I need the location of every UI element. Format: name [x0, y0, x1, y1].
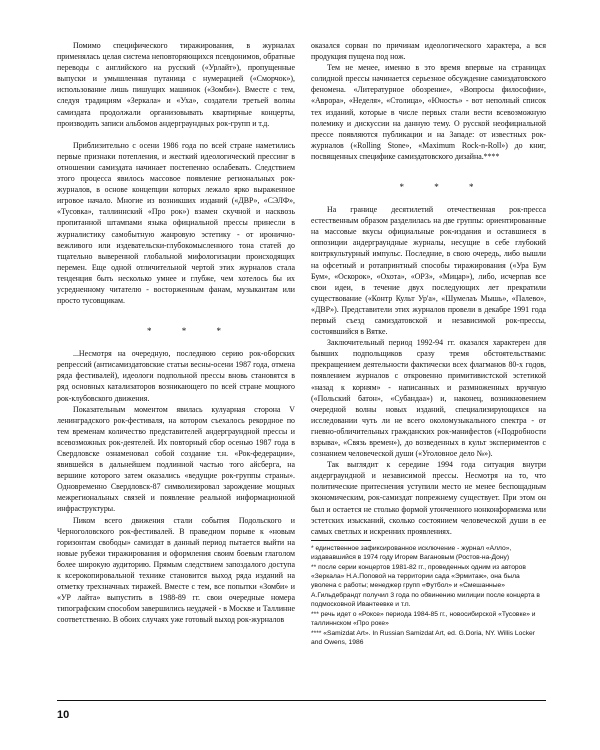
- bottom-rule: [57, 700, 546, 701]
- paragraph: Так выглядит к середине 1994 года ситуация внутри андерграундной и независимой прессы. Несмотря на то, что политические притеснения уступили место не менее беспощадным экономическим, рок-самиздат попрежнему существует. При этом он был и остается не столько формой утонченного нонконформизма или эстетских изысканий, сколько состоянием человеческой души в ее самых светлых и искренних проявлениях.: [311, 460, 546, 536]
- right-column: [311, 40, 546, 647]
- paragraph: Тем не менее, именно в это время впервые на страницах солидной прессы начинается серьезное обсуждение самиздатовского феномена. «Литературное обозрение», «Вопросы философии», «Аврора», «Неделя», «Столица», «Юность» - вот неполный список тех изданий, которые в числе первых стали вести всевозможную полемику и дискуссии на данную тему. О русской неофициальной прессе появляются публикации и на Западе: от известных рок-журналов («Rolling Stone», «Maximum Rock-n-Roll») до книг, посвященных специфике самиздатовского дизайна.****: [311, 63, 546, 161]
- paragraph: ...Несмотря на очередную, последнюю серию рок-оборских репрессий (антисамиздатовские статьи весны-осени 1987 года, отмена ряда фестивалей), идеологи подпольной прессы вновь становятся в ряд основных катализаторов возникающего по всей стране мощного рок-клубовского движения.: [57, 349, 295, 403]
- footnote: ** после серии концертов 1981-82 гг., проведенных одним из авторов «Зеркала» Н.А.Поповой на территории сада «Эрмитаж», она была уволена с работы; менеджер групп «Футбол» и «Смешанные» А.Гильдебрандт получил 3 года по обвинению милиции после концерта в подмосковной Ивантеевке и т.п.: [311, 563, 540, 609]
- page-number: 10: [57, 709, 70, 721]
- paragraph: Приблизительно с осени 1986 года по всей стране наметились первые признаки потепления, и жесткий идеологический прессинг в отношении самиздата начинает постепенно ослабевать. Следствием этого процесса явилось массовое появление региональных рок-журналов, в основе концепции которых лежало ярко выраженное игровое начало. Многие из возникших изданий («ДВР», «СЭЛФ», «Тусовка», таллиннский «Про рок») взамен скучной и насквозь пропитанной штампами языка официальной прессы принесли в журналистику самобытную жанровую эстетику - от иронично-вежливого или издевательски-глубокомысленного тона статей до тщательно выверенной глобальной мифологизации происходящих перемен. Еще одной отличительной чертой этих журналов стала тенденция быть несколько умнее и глубже, чем хотелось бы их усредненному читателю - восторженным фанам, музыкантам или просто тусовщикам.: [57, 140, 295, 306]
- section-divider-stars: * * *: [399, 182, 488, 193]
- footnotes: [311, 544, 546, 647]
- footnote: **** «Samizdat Art». In Russian Samizdat Art, ed. G.Doria, NY. Willis Locker and Owens, 1986: [311, 629, 535, 646]
- footnote-divider: [311, 540, 371, 541]
- paragraph: На границе десятилетий отечественная рок-пресса естественным образом разделилась на две группы: ориентированные на массовые вкусы официальные рок-издания и оставшиеся в оппозиции андерграундные журналы, несущие в себе глубокий контркультурный импульс. Последние, в свою очередь, либо вышли на офсетный и ротапринтный способы тиражирования («Ура Бум Бум», «Оскорок», «Охота», «ОРЗ», «Мицар»), либо, исчерпав все свои идеи, в течение двух последующих лет прекратили существование («Контр Культ Ур'а», «Шумелаъ Мышь», «Палево», «ДВР»). Представители этих журналов провели в декабре 1991 года первый съезд самиздатовской и независимой рок-прессы, состоявшийся в Вятке.: [311, 205, 546, 337]
- paragraph: Помимо специфического тиражирования, в журналах применялась целая система неповторяющихся псевдонимов, обратные переводы с английского на русский («Урлайт»), пропущенные выпуски и умышленная путаница с нумерацией («Сморчок»), использование лишь пишущих машинок («Зомби»). Вместе с тем, следуя традициям «Зеркала» и «Уха», создатели третьей волны самиздата продолжали организовывать квартирные концерты, производить записи альбомов андерграундных рок-групп и т.д.: [57, 41, 295, 128]
- section-divider-stars: * * *: [147, 326, 235, 337]
- footnote: *** речь идет о «Роксе» периода 1984-85 гг., новосибирской «Тусовке» и таллиннском «Про роке»: [311, 610, 536, 628]
- paragraph: Показательным моментом явилась кулуарная сторона V ленинградского рок-фестиваля, на котором съехалось рекордное по тем временам количество представителей андерграундной прессы и всевозможных рок-деятелей. Их повторный сбор осенью 1987 года в Свердловске ознаменовал собой создание т.н. «Рок-федерации», явившейся в дальнейшем подлинной частью того айсберга, на вершине которого затем оказались «ведущие рок-группы страны». Одновременно Свердловск-87 символизировал зарождение мощных межрегиональных связей и появление реальной информационной инфраструктуры.: [57, 404, 295, 514]
- paragraph: Заключительный период 1992-94 гг. оказался характерен для бывших подпольщиков сразу тремя обстоятельствами: прекращением деятельности фактически всех флагманов 80-х годов, появлением журналов с откровенно примитивистской эстетикой «назад к корням» - написанных и размноженных вручную («Польский батон», «Субандаа») и, наконец, возникновением очередной волны новых изданий, специализирующихся на исследовании чуть ли не всего околомузыкального спектра - от гневно-обличительных гражданских рок-манифестов («Подробности взрыва», «Связь времен»), до возведенных в культ экспериментов с сознанием человеческой души («Уголовное дело №»).: [311, 338, 546, 459]
- left-column: [57, 40, 295, 626]
- footnote: * единственное зафиксированное исключение - журнал «Алло», издававшийся в 1974 году Игорем Вагановым (Ростов-на-Дону): [311, 544, 512, 562]
- paragraph: Пиком всего движения стали события Подольского и Черноголовского рок-фестивалей. В праведном порыве к «новым горизонтам свободы» самиздат в данный период пытается выйти на новые рубежи тиражирования и оформления своим боевым глаголом более широкую аудиторию. Прямым следствием запоздалого доступа к ксерокопировальной технике становится выход ряда изданий на отметку трехзначных тиражей. Вместе с тем, все попытки «Зомби» и «УР лайта» выпустить в 1988-89 гг. свои очередные номера типографским способом завершились неудачей - в Москве и Таллинне соответственно. В обоих случаях уже готовый выход рок-журналов: [57, 515, 295, 625]
- paragraph: оказался сорван по причинам идеологического характера, а вся продукция пущена под нож.: [311, 41, 546, 62]
